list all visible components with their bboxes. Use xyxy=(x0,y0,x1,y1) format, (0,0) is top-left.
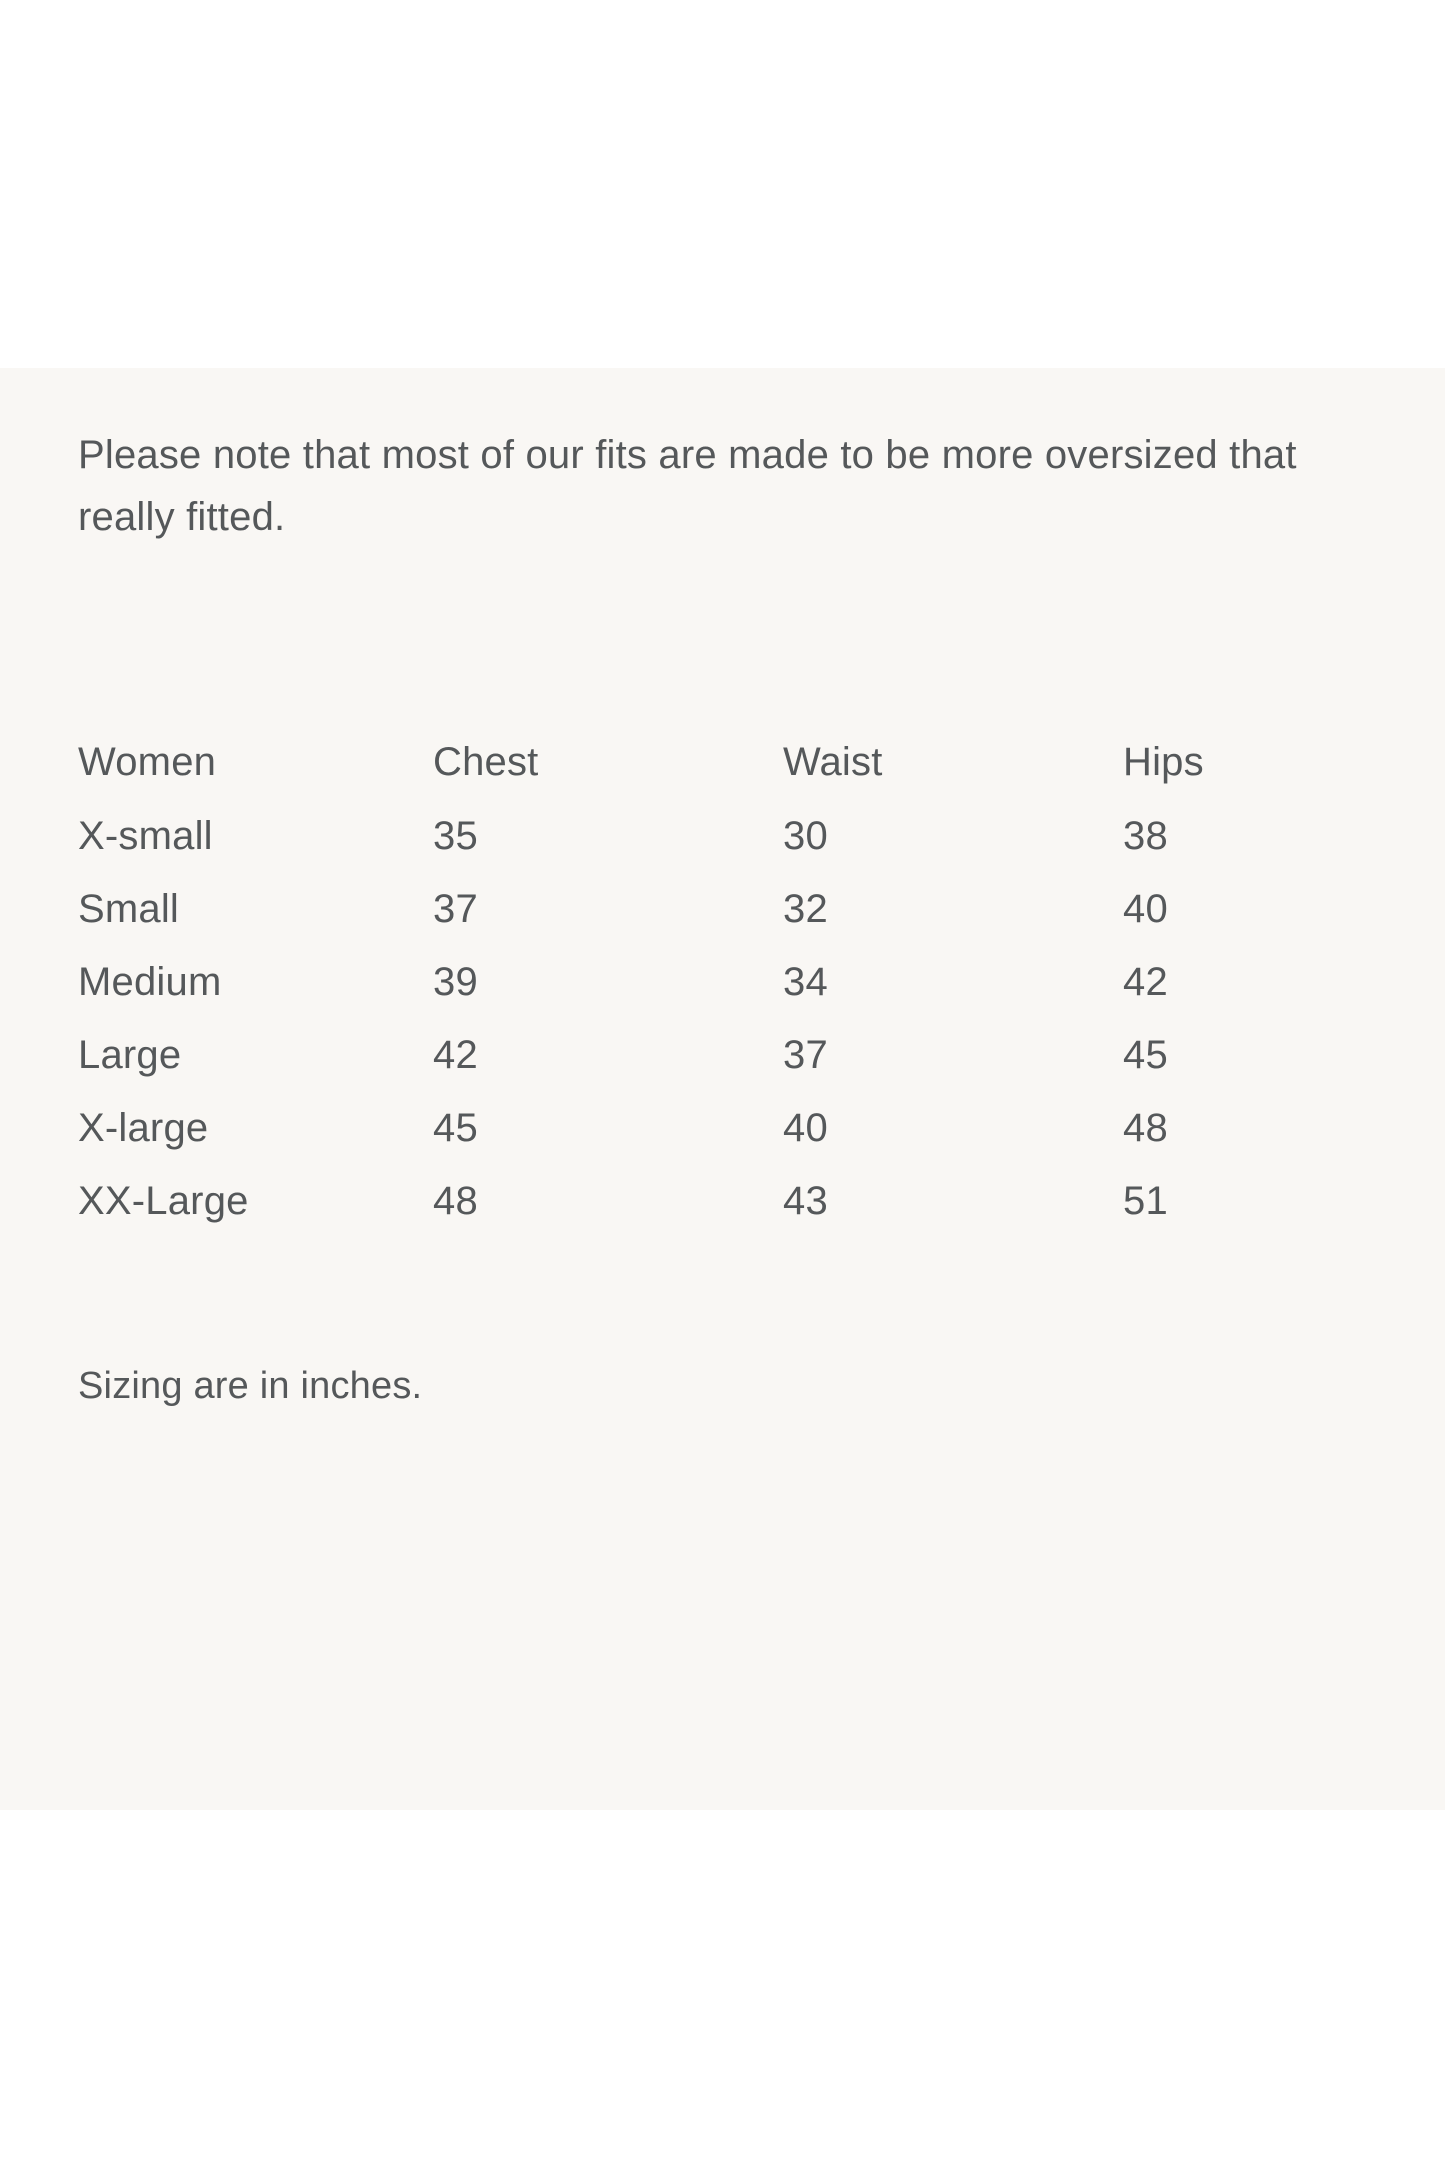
row-chest-value: 42 xyxy=(433,1033,478,1077)
row-size-label: X-small xyxy=(78,814,213,858)
row-size-label: X-large xyxy=(78,1106,209,1150)
row-chest-value: 37 xyxy=(433,887,478,931)
row-waist-value: 37 xyxy=(783,1033,828,1077)
intro-note-text: Please note that most of our fits are made to be more oversized that really fitted. xyxy=(78,433,1297,539)
size-chart-head xyxy=(78,738,1258,812)
row-hips-value: 40 xyxy=(1123,887,1168,931)
row-size-label: Small xyxy=(78,887,180,931)
row-waist-value: 30 xyxy=(783,814,828,858)
row-waist-value: 40 xyxy=(783,1106,828,1150)
table-row xyxy=(78,812,1258,885)
table-header-row xyxy=(78,738,1258,812)
row-hips-value: 48 xyxy=(1123,1106,1168,1150)
row-waist-value: 32 xyxy=(783,887,828,931)
table-row xyxy=(78,958,1258,1031)
column-header-waist: Waist xyxy=(783,740,883,784)
table-row xyxy=(78,885,1258,958)
row-chest-value: 35 xyxy=(433,814,478,858)
row-hips-value: 38 xyxy=(1123,814,1168,858)
table-row xyxy=(78,1104,1258,1177)
row-chest-value: 48 xyxy=(433,1179,478,1223)
size-guide-panel xyxy=(0,368,1445,1810)
column-header-women: Women xyxy=(78,740,217,784)
size-chart-body xyxy=(78,812,1258,1250)
row-hips-value: 45 xyxy=(1123,1033,1168,1077)
panel-content xyxy=(78,424,1365,1408)
column-header-hips: Hips xyxy=(1123,740,1204,784)
row-chest-value: 39 xyxy=(433,960,478,1004)
table-row xyxy=(78,1031,1258,1104)
row-size-label: Medium xyxy=(78,960,222,1004)
table-row xyxy=(78,1177,1258,1250)
row-chest-value: 45 xyxy=(433,1106,478,1150)
row-size-label: Large xyxy=(78,1033,182,1077)
row-waist-value: 34 xyxy=(783,960,828,1004)
row-hips-value: 42 xyxy=(1123,960,1168,1004)
column-header-chest: Chest xyxy=(433,740,539,784)
row-waist-value: 43 xyxy=(783,1179,828,1223)
size-chart-table xyxy=(78,738,1258,1250)
sizing-units-note: Sizing are in inches. xyxy=(78,1365,423,1407)
row-hips-value: 51 xyxy=(1123,1179,1168,1223)
row-size-label: XX-Large xyxy=(78,1179,249,1223)
intro-note xyxy=(78,424,1365,548)
